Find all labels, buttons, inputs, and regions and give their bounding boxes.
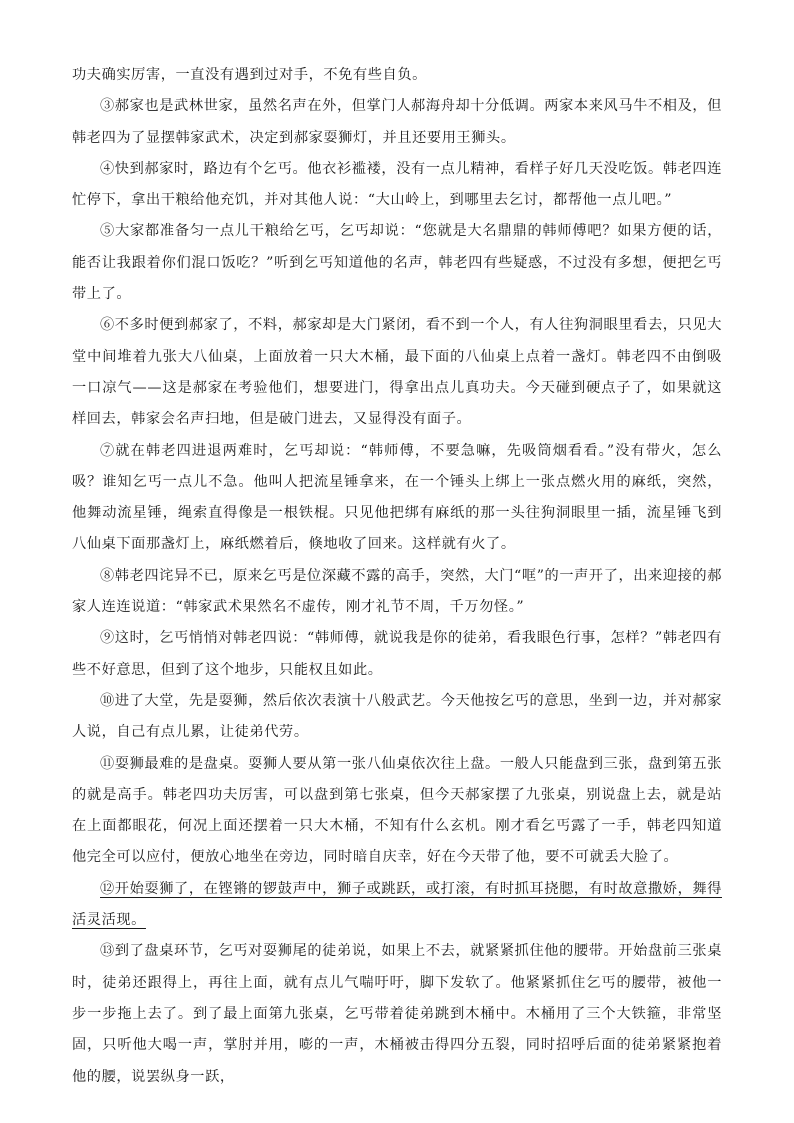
paragraph-continuation: 功夫确实厉害，一直没有遇到过对手，不免有些自负。 xyxy=(72,67,427,83)
paragraph-10: ⑩进了大堂，先是耍狮，然后依次表演十八般武艺。今天他按乞丐的意思，坐到一边，并对郝家人说，自己有点儿累，让徒弟代劳。 xyxy=(72,692,722,741)
article-body xyxy=(72,60,722,1093)
paragraph-9: ⑨这时，乞丐悄悄对韩老四说：“韩师傅，就说我是你的徒弟，看我眼色行事，怎样？”韩老四有些不好意思，但到了这个地步，只能权且如此。 xyxy=(72,630,722,678)
paragraph-6: ⑥不多时便到郝家了，不料，郝家却是大门紧闭，看不到一个人，有人往狗洞眼里看去，只见大堂中间堆着九张大八仙桌，上面放着一只大木桶，最下面的八仙桌上点着一盏灯。韩老四不由倒吸一口凉气——这是郝家在考验他们，想要进门，得拿出点儿真功夫。今天碰到硬点子了，如果就这样回去，韩家会名声扫地，但是破门进去，又显得没有面子。 xyxy=(72,317,722,428)
paragraph-11: ⑪耍狮最难的是盘桌。耍狮人要从第一张八仙桌依次往上盘。一般人只能盘到三张，盘到第五张的就是高手。韩老四功夫厉害，可以盘到第七张桌，但今天郝家摆了九张桌，别说盘上去，就是站在上面都眼花，何况上面还摆着一只大木桶，不知有什么玄机。刚才看乞丐露了一手，韩老四知道他完全可以应付，便放心地坐在旁边，同时暗自庆幸，好在今天带了他，要不可就丢大脸了。 xyxy=(72,755,722,866)
paragraph-7: ⑦就在韩老四进退两难时，乞丐却说：“韩师傅，不要急嘛，先吸筒烟看看。”没有带火，怎么吸？谁知乞丐一点儿不急。他叫人把流星锤拿来，在一个锤头上绑上一张点燃火用的麻纸，突然，他舞动流星锤，绳索直得像是一根铁棍。只见他把绑有麻纸的那一头往狗洞眼里一插，流星锤飞到八仙桌下面那盏灯上，麻纸燃着后，倏地收了回来。这样就有火了。 xyxy=(72,442,722,553)
paragraph-4: ④快到郝家时，路边有个乞丐。他衣衫褴褛，没有一点儿精神，看样子好几天没吃饭。韩老四连忙停下，拿出干粮给他充饥，并对其他人说：“大山岭上，到哪里去乞讨，都帮他一点儿吧。” xyxy=(72,160,722,209)
paragraph-8: ⑧韩老四诧异不已，原来乞丐是位深藏不露的高手，突然，大门“哐”的一声开了，出来迎接的郝家人连连说道：“韩家武术果然名不虚传，刚才礼节不周，千万勿怪。” xyxy=(72,567,722,616)
paragraph-13: ⑬到了盘桌环节，乞丐对耍狮尾的徒弟说，如果上不去，就紧紧抓住他的腰带。开始盘前三张桌时，徒弟还跟得上，再往上面，就有点儿气喘吁吁，脚下发软了。他紧紧抓住乞丐的腰带，被他一步一步拖上去了。到了最上面第九张桌，乞丐带着徒弟跳到木桶中。木桶用了三个大铁箍，非常坚固，只听他大喝一声，掌肘并用，嘭的一声，木桶被击得四分五裂，同时招呼后面的徒弟紧紧抱着他的腰，说罢纵身一跃， xyxy=(72,943,722,1085)
paragraph-12-underlined: ⑫开始耍狮了，在铿锵的锣鼓声中，狮子或跳跃，或打滚，有时抓耳挠腮，有时故意撒娇，舞得活灵活现。 xyxy=(72,880,722,929)
paragraph-5: ⑤大家都准备匀一点儿干粮给乞丐，乞丐却说：“您就是大名鼎鼎的韩师傅吧？如果方便的话，能否让我跟着你们混口饭吃？”听到乞丐知道他的名声，韩老四有些疑惑，不过没有多想，便把乞丐带上了。 xyxy=(72,223,722,303)
paragraph-3: ③郝家也是武林世家，虽然名声在外，但掌门人郝海舟却十分低调。两家本来风马牛不相及，但韩老四为了显摆韩家武术，决定到郝家耍狮灯，并且还要用王狮头。 xyxy=(72,98,722,146)
